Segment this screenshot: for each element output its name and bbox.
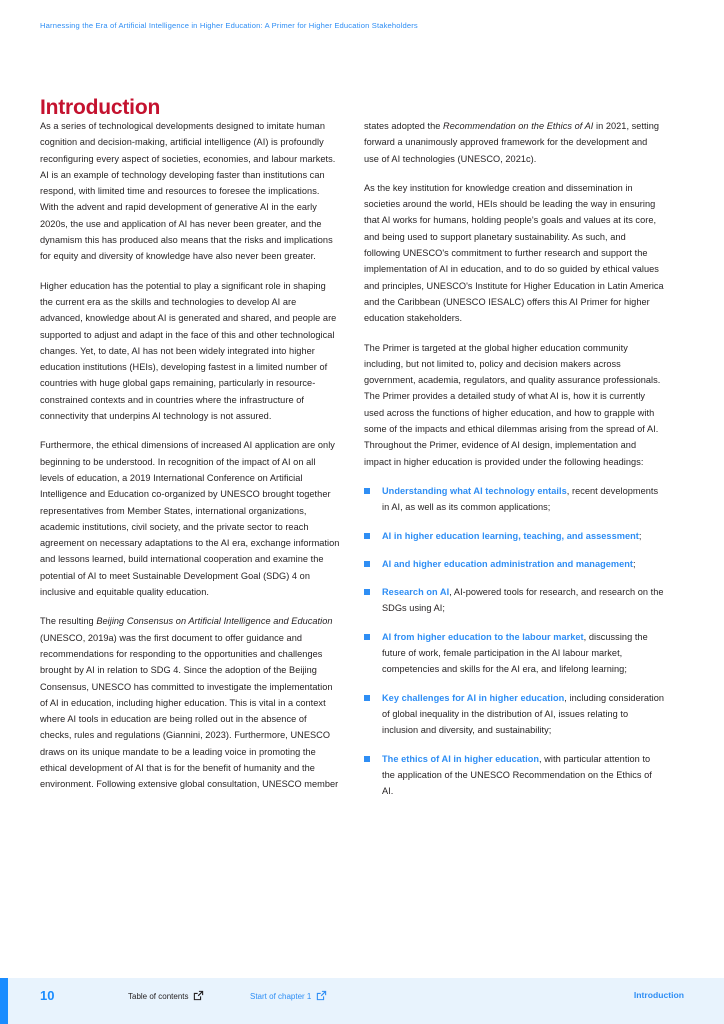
- text-after-title: in 2021, setting forward a unanimously approved framework for the development and use of AI technologies (UNESCO, 2021c).: [364, 121, 660, 164]
- paragraph-with-citation: [40, 613, 340, 792]
- bullet-square-icon: [364, 589, 370, 595]
- footer-accent-bar: [0, 978, 8, 1024]
- list-item-rest: , with particular attention to the application of the UNESCO Recommendation on the Ethics of AI.: [382, 753, 652, 797]
- list-item: [364, 483, 664, 516]
- list-item-rest: , AI-powered tools for research, and research on the SDGs using AI;: [382, 587, 664, 614]
- list-item: [364, 556, 664, 572]
- bullet-square-icon: [364, 533, 370, 539]
- body-columns: [40, 118, 685, 799]
- list-item-rest: ;: [633, 558, 636, 569]
- right-column: [364, 118, 664, 799]
- continuation-paragraph: [364, 118, 664, 167]
- list-item-lead: Research on AI: [382, 587, 450, 598]
- bullet-square-icon: [364, 695, 370, 701]
- table-of-contents-label: Table of contents: [128, 991, 189, 1001]
- footer-section-label: Introduction: [633, 990, 684, 1000]
- bullet-square-icon: [364, 561, 370, 567]
- list-item: [364, 690, 664, 739]
- page-footer: [0, 978, 724, 1024]
- paragraph: The Primer is targeted at the global higher education community including, but not limited to, policy and decision makers across government, academia, regulators, and quality assurance professionals. The Primer provides a detailed study of what AI is, how it is currently used across the functions of higher education, and how to grapple with some of the impacts and ethical dilemmas arising from the spread of AI. Throughout the Primer, evidence of AI design, implementation and impact in higher education is provided under the following headings:: [364, 342, 661, 467]
- list-item-rest: , recent developments in AI, as well as its common applications;: [382, 485, 659, 513]
- bullet-square-icon: [364, 488, 370, 494]
- list-item-lead: AI in higher education learning, teaching, and assessment: [382, 530, 639, 541]
- list-item-rest: ;: [638, 530, 642, 541]
- running-header-title: Harnessing the Era of Artificial Intelligence in Higher Education: A Primer for Higher Education Stakeholders: [40, 21, 418, 30]
- list-item-rest: , including consideration of global inequality in the distribution of AI, issues relating to inclusion and diversity, and sustainability;: [382, 692, 665, 736]
- start-of-chapter-label: Start of chapter 1: [250, 991, 312, 1001]
- list-item: [364, 629, 664, 678]
- left-column: [40, 118, 340, 799]
- paragraph: As a series of technological developments designed to imitate human cognition and decision-making, artificial intelligence (AI) is profoundly reconfiguring every aspect of societies, economies, and labour markets. AI is an example of technology developing faster than institutions can respond, with limited time and resources to foresee the implications. With the advent and rapid development of generative AI in the early 2020s, the use and application of AI has never been greater, and the dynamism this has produced also means that the risks and implications for equity and diversity of knowledge have also never been greater.: [40, 121, 336, 262]
- page-title: Introduction: [40, 96, 161, 120]
- page-number: 10: [40, 988, 55, 1003]
- table-of-contents-link[interactable]: [128, 991, 204, 1002]
- list-item: [364, 584, 664, 617]
- paragraph: Furthermore, the ethical dimensions of increased AI application are only beginning to be understood. In recognition of the impact of AI on all levels of education, a 2019 International Conference on Artificial Intelligence and Education co-organized by UNESCO brought together representatives from Member States, international organizations, academic institutions, civil society, and the private sector to reach agreement on necessary adaptations to the AI era, exchange information and lessons learned, build international cooperation and examine the potential of AI to meet Sustainable Development Goal (SDG) 4 on inclusive and equitable quality education.: [40, 440, 340, 598]
- paragraph: As the key institution for knowledge creation and dissemination in societies around the world, HEIs should be leading the way in ensuring that AI works for humans, holding people's goals and values at its core, and being used to support planetary sustainability. As such, and following UNESCO's commitment to further research and support the implementation of AI in education, and to do so guided by ethical values and principles, UNESCO's Institute for Higher Education in Latin America and the Caribbean (UNESCO IESALC) offers this AI Primer for higher education stakeholders.: [364, 182, 664, 324]
- list-item-lead: Understanding what AI technology entails: [382, 485, 567, 496]
- text-before-title: The resulting: [40, 616, 97, 627]
- publication-title: Beijing Consensus on Artificial Intelligence and Education: [96, 616, 333, 627]
- list-item-lead: AI and higher education administration and management: [382, 558, 634, 569]
- start-of-chapter-link[interactable]: [250, 991, 327, 1002]
- list-item: [364, 751, 664, 800]
- list-item-lead: AI from higher education to the labour market: [382, 631, 584, 642]
- text-after-title: (UNESCO, 2019a) was the first document to offer guidance and recommendations for responding to the opportunities and challenges brought by AI in relation to SDG 4. Since the adoption of the Beijing Consensus, UNESCO has committed to investigate the implementation of AI in education, including higher education. This is vital in a context where AI tools in education are being rolled out in the absence of checks, rules and regulations (Giannini, 2023). Furthermore, UNESCO draws on its unique mandate to be a leading voice in promoting the ethical development of AI that is for the benefit of humanity and the environment. Following extensive global consultation, UNESCO member: [40, 632, 339, 790]
- paragraph: Higher education has the potential to play a significant role in shaping the current era as the skills and technologies to develop AI are advanced, knowledge about AI is generated and shared, and people are supported to adjust and adapt in the face of this and other technological changes. Yet, to date, AI has not been widely integrated into higher education institutions (HEIs), developing fastest in a limited number of countries with huge global gaps remaining, particularly in resource-constrained contexts and in countries where the infrastructure of connectivity that underpins AI technology is not assured.: [40, 280, 337, 422]
- text-before-title: states adopted the: [364, 121, 444, 131]
- list-item-rest: , discussing the future of work, female participation in the AI labour market, competencies and skills for the AI era, and lifelong learning;: [382, 631, 648, 675]
- list-item-lead: The ethics of AI in higher education: [382, 753, 540, 764]
- list-item: [364, 528, 664, 544]
- bullet-square-icon: [364, 634, 370, 640]
- publication-title: Recommendation on the Ethics of AI: [443, 121, 594, 131]
- external-link-icon: [316, 990, 327, 1001]
- list-item-lead: Key challenges for AI in higher education: [382, 692, 565, 703]
- external-link-icon: [193, 990, 204, 1001]
- headings-list: [364, 483, 664, 799]
- bullet-square-icon: [364, 756, 370, 762]
